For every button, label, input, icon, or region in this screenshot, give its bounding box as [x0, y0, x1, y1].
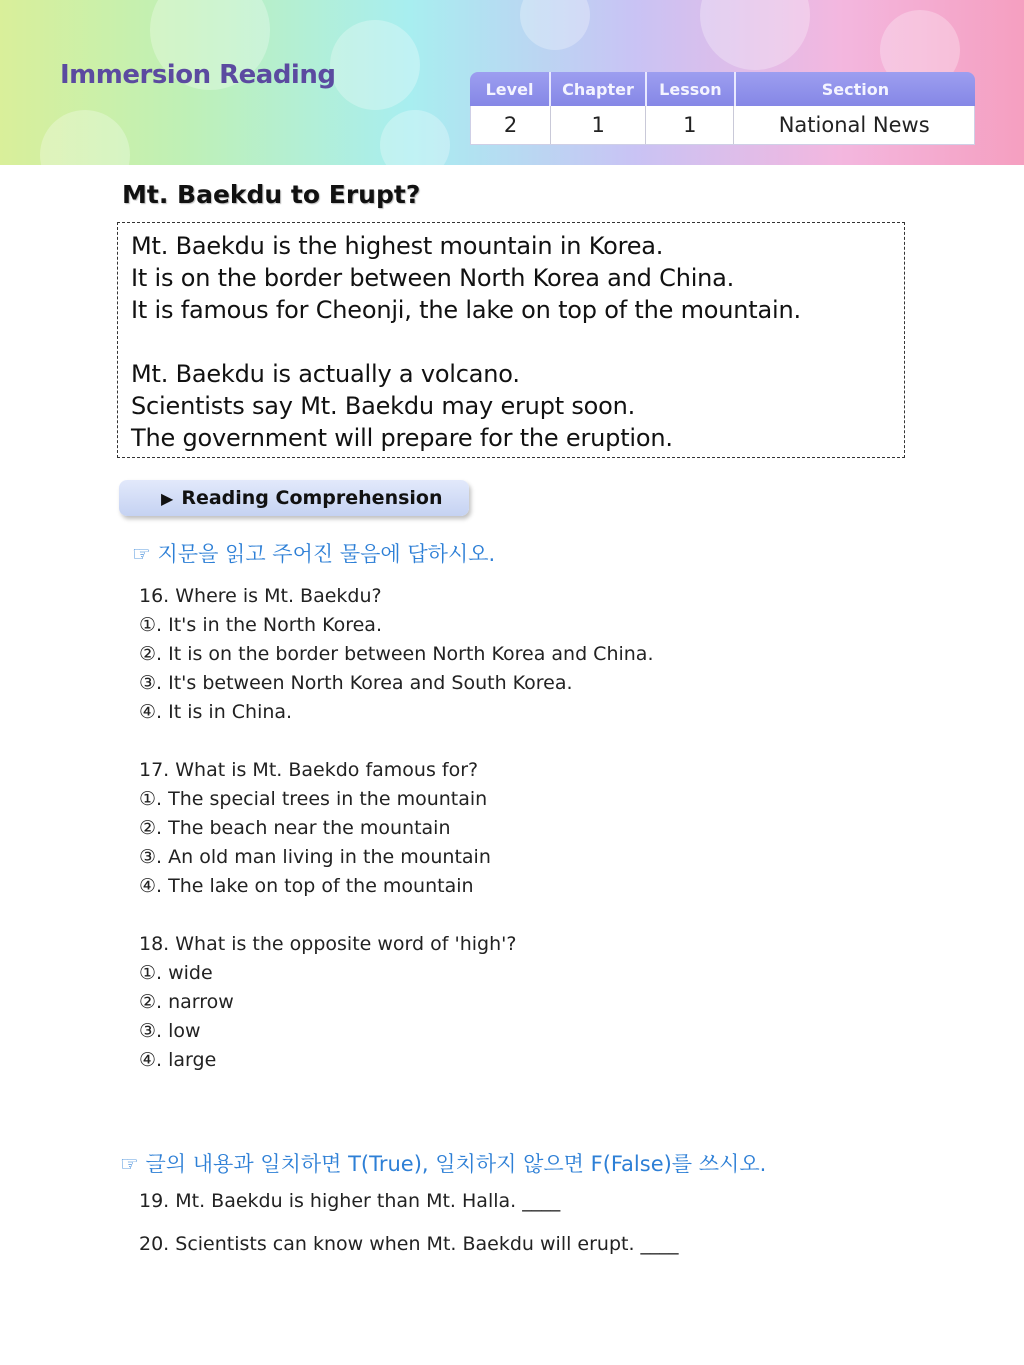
true-false-question-20: 20. Scientists can know when Mt. Baekdu will erupt. ____	[139, 1233, 679, 1255]
reading-passage	[117, 222, 905, 458]
answer-option: ④. It is in China.	[139, 701, 293, 723]
answer-option: ④. large	[139, 1049, 217, 1071]
true-false-instruction: ☞ 글의 내용과 일치하면 T(True), 일치하지 않으면 F(False)를 쓰시오.	[120, 1152, 767, 1176]
answer-option: ③. An old man living in the mountain	[139, 846, 491, 868]
question-18	[139, 930, 516, 1075]
play-arrow-icon: ▶	[161, 488, 174, 508]
passage-line: The government will prepare for the eruption.	[131, 424, 673, 452]
answer-option: ①. wide	[139, 962, 213, 984]
level-value: 2	[471, 106, 551, 144]
lesson-info-header	[470, 72, 975, 106]
question-text: 17. What is Mt. Baekdo famous for?	[139, 759, 479, 781]
question-17	[139, 756, 491, 901]
true-false-question-19: 19. Mt. Baekdu is higher than Mt. Halla. ____	[139, 1190, 561, 1212]
answer-option: ②. The beach near the mountain	[139, 817, 451, 839]
header-banner	[0, 0, 1024, 165]
reading-comprehension-tab	[119, 480, 469, 516]
level-header: Level	[470, 72, 551, 106]
question-text: 18. What is the opposite word of 'high'?	[139, 933, 517, 955]
answer-option: ④. The lake on top of the mountain	[139, 875, 474, 897]
question-16	[139, 582, 654, 727]
chapter-value: 1	[551, 106, 646, 144]
answer-option: ①. The special trees in the mountain	[139, 788, 488, 810]
logo: Immersion Reading	[60, 60, 336, 90]
section-value: National News	[778, 113, 930, 137]
answer-option: ②. It is on the border between North Korea and China.	[139, 643, 654, 665]
lesson-header: Lesson	[647, 72, 736, 106]
lesson-info-values	[470, 106, 975, 145]
passage-line: Mt. Baekdu is the highest mountain in Korea.	[131, 232, 664, 260]
lesson-value: 1	[646, 106, 734, 144]
passage-line: It is on the border between North Korea and China.	[131, 264, 735, 292]
section-header: Section	[821, 79, 890, 99]
answer-option: ②. narrow	[139, 991, 234, 1013]
answer-option: ①. It's in the North Korea.	[139, 614, 382, 636]
question-text: 16. Where is Mt. Baekdu?	[139, 585, 382, 607]
article-title: Mt. Baekdu to Erupt?	[122, 180, 421, 209]
chapter-header: Chapter	[551, 72, 647, 106]
passage-line: Scientists say Mt. Baekdu may erupt soon.	[131, 392, 636, 420]
passage-line: Mt. Baekdu is actually a volcano.	[131, 360, 520, 388]
multiple-choice-instruction: ☞ 지문을 읽고 주어진 물음에 답하시오.	[132, 542, 496, 566]
answer-option: ③. low	[139, 1020, 201, 1042]
lesson-info-table	[470, 72, 975, 144]
passage-line: It is famous for Cheonji, the lake on top of the mountain.	[131, 296, 801, 324]
answer-option: ③. It's between North Korea and South Korea.	[139, 672, 573, 694]
reading-comprehension-label: Reading Comprehension	[181, 487, 443, 509]
